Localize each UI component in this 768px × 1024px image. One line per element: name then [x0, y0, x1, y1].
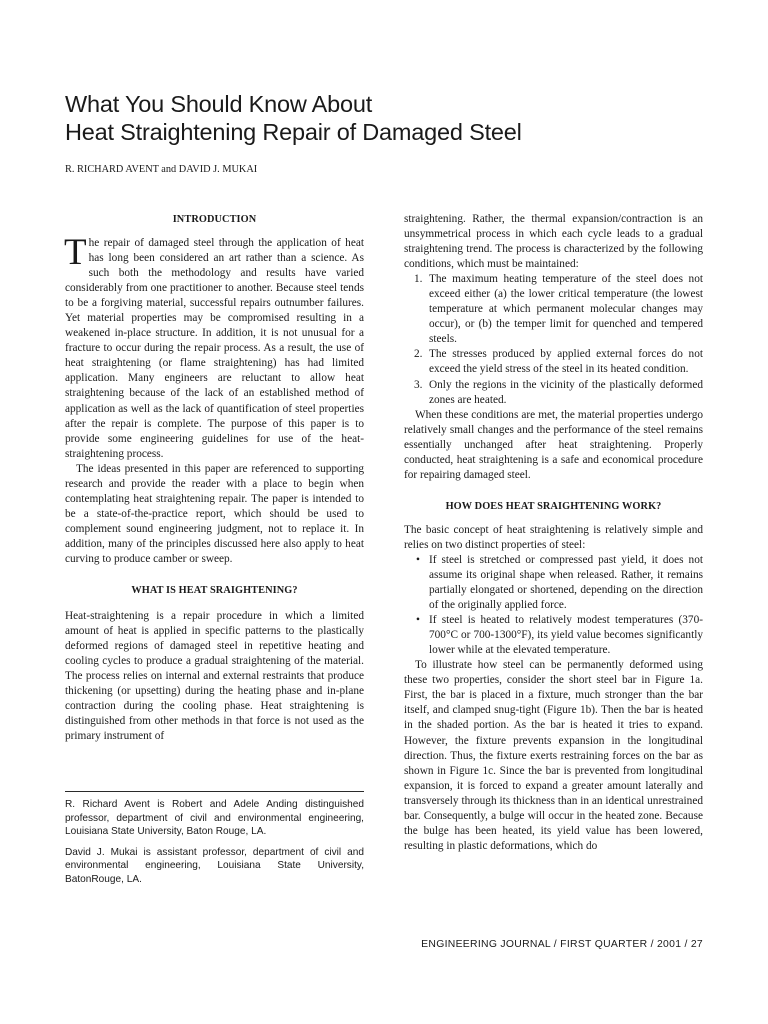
bullet-glyph: • — [416, 614, 420, 627]
page-footer: ENGINEERING JOURNAL / FIRST QUARTER / 2001 / 27 — [421, 939, 703, 950]
list-number: 1. — [414, 273, 423, 286]
bullet-glyph: • — [416, 553, 420, 566]
footnote-divider — [65, 791, 364, 792]
list-item-text: If steel is heated to relatively modest temperatures (370-700°C or 700-1300°F), its yield value becomes significantly lower while at the elevated temperature. — [429, 614, 703, 657]
intro-paragraph-2: The ideas presented in this paper are referenced to supporting research and provide the reader with a place to begin when contemplating heat straightening repair. The paper is intended to be a state-of-the-practice report, which should be used to complement sound engineering judgment, not to replace it. In addition, many of the principles discussed here also apply to heat curving to produce camber or sweep. — [65, 462, 364, 565]
what-is-paragraph-1-continued: straightening. Rather, the thermal expansion/contraction is an unsymmetrical process in which each cycle leads to a gradual straightening trend. The process is characterized by the following conditions, which must be maintained: — [404, 213, 703, 271]
author-byline: R. RICHARD AVENT and DAVID J. MUKAI — [65, 164, 258, 175]
section-heading-how: HOW DOES HEAT SRAIGHTENING WORK? — [445, 500, 662, 512]
title-line-2: Heat Straightening Repair of Damaged Steel — [65, 119, 522, 145]
article-title — [65, 90, 705, 146]
list-item — [404, 378, 703, 408]
list-item — [404, 272, 703, 347]
left-column — [65, 212, 364, 744]
title-line-1: What You Should Know About — [65, 91, 373, 117]
intro-paragraph-1 — [64, 232, 364, 462]
section-heading-introduction: INTRODUCTION — [172, 214, 257, 225]
how-paragraph-2: To illustrate how steel can be permanently deformed using these two properties, consider the short steel bar in Figure 1a. First, the bar is placed in a fixture, much stronger than the bar itself, and clamped snug-tight (Figure 1b). Then the bar is heated in the shaded portion. As the bar is heated it tries to expand. However, the fixture prevents expansion in the longitudinal direction. Thus, the fixture exerts restraining forces on the bar as shown in Figure 1c. Since the bar is prevented from longitudinal expansion, it is forced to expand a greater amount laterally and transversely through its thickness than in an identical unrestrained bar. Consequently, a bulge will occur in the heated zone. Because the bulge has been heated, its yield value has been lowered, resulting in plastic deformations, which do — [404, 659, 703, 852]
list-item-text: If steel is stretched or compressed past yield, it does not assume its original shape when released. Rather, it remains partially elongated or shortened, depending on the direction of the originally applied force. — [429, 553, 703, 612]
list-number: 3. — [414, 378, 423, 391]
intro-paragraph-1-text: he repair of damaged steel through the application of heat has long been considered an art rather than a science. As such both the methodology and results have varied considerably from one practitioner to another. Because steel tends to be a forgiving material, successful repairs outnumber failures. Yet material properties may be compromised resulting in a weakened in-place structure. In addition, it is not unusual for a fracture to occur during the repair process. As a result, the use of heat straightening (or flame straightening) has had limited application. Many engineers are reluctant to allow heat straightening because of the lack of an established method of application as well as the lack of quantification of steel properties after the repair is complete. The purpose of this paper is to provide some engineering guidelines for use of the heat-straightening process. — [65, 237, 364, 460]
drop-cap: T — [64, 232, 87, 273]
list-item — [404, 553, 703, 613]
what-is-paragraph-1: Heat-straightening is a repair procedure in which a limited amount of heat is applied in specific patterns to the plastically deformed regions of damaged steel in repetitive heating and cooling cycles to produce a gradual straightening of the material. The process relies on internal and external restraints that produce thickening (or upsetting) during the heating phase and in-plane contraction during the cooling phase. Heat straightening is distinguished from other methods in that force is not used as the primary instrument of — [65, 610, 364, 743]
footnote-avent: R. Richard Avent is Robert and Adele Anding distinguished professor, department of civil and environmental engineering, Louisiana State University, Baton Rouge, LA. — [65, 799, 364, 838]
list-number: 2. — [414, 348, 423, 361]
section-heading-what-is: WHAT IS HEAT SRAIGHTENING? — [131, 585, 298, 597]
list-item-text: The maximum heating temperature of the steel does not exceed either (a) the lower critical temperature (the lowest temperature at which permanent molecular changes may occur), or (b) the temper limit for quenched and tempered steels. — [429, 273, 703, 346]
conditions-list — [404, 272, 703, 407]
how-paragraph-1: The basic concept of heat straightening is relatively simple and relies on two distinct properties of steel: — [404, 523, 703, 551]
footnote-mukai: David J. Mukai is assistant professor, department of civil and environmental engineering, Louisiana State University, BatonRouge, LA. — [65, 846, 364, 885]
author-footnotes — [65, 798, 364, 894]
right-column — [404, 212, 703, 854]
properties-list — [404, 553, 703, 658]
list-item-text: The stresses produced by applied external forces do not exceed the yield stress of the steel in its heated condition. — [429, 348, 703, 376]
list-item-text: Only the regions in the vicinity of the plastically deformed zones are heated. — [429, 378, 703, 406]
what-is-paragraph-2: When these conditions are met, the material properties undergo relatively small changes and the performance of the steel remains essentially unchanged after heat straightening. Properly conducted, heat straightening is a safe and economical procedure for repairing damaged steel. — [404, 408, 703, 481]
list-item — [404, 613, 703, 658]
list-item — [404, 347, 703, 377]
